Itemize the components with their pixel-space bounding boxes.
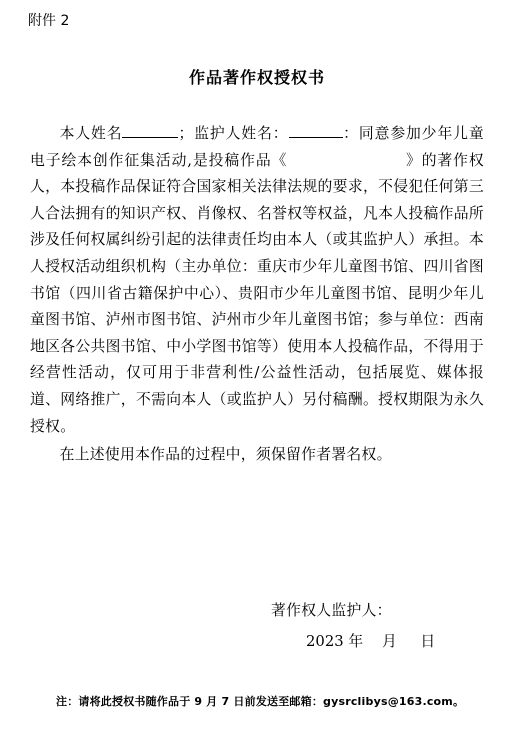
submission-footnote: 注：请将此授权书随作品于 9 月 7 日前发送至邮箱：gysrclibys@163.com。 [56, 695, 465, 708]
authorization-terms: 的著作权人，本投稿作品保证符合国家相关法律法规的要求，不侵犯任何第三人合法拥有的知识产权、肖像权、名誉权等权益，凡本人投稿作品所涉及任何权属纠纷引起的法律责任均由本人（或其监护人）承担。本人授权活动组织机构（主办单位：重庆市少年儿童图书馆、四川省图书馆（四川省古籍保护中心）、贵阳市少年儿童图书馆、昆明少年儿童图书馆、泸州市图书馆、泸州市少年儿童图书馆；参与单位：西南地区各公共图书馆、中小学图书馆等）使用本人投稿作品，不得用于经营性活动，仅可用于非营利性/公益性活动，包括展览、媒体报道、网络推广，不需向本人（或监护人）另付稿酬。授权期限为永久授权。 [30, 151, 484, 435]
authorization-paragraph [30, 120, 484, 440]
date-year-unit: 年 [348, 633, 364, 650]
author-name-label: 本人姓名 [59, 125, 123, 142]
guardian-name-label: ；监护人姓名： [178, 125, 289, 142]
attachment-label: 附件 2 [28, 13, 70, 29]
attribution-paragraph: 在上述使用本作品的过程中，须保留作者署名权。 [59, 446, 392, 464]
signature-label: 著作权人监护人： [271, 602, 392, 619]
document-title: 作品著作权授权书 [188, 68, 325, 87]
date-day-unit: 日 [420, 633, 436, 650]
date-line [306, 630, 435, 651]
authorization-body [30, 120, 484, 469]
date-month-unit: 月 [382, 633, 397, 650]
author-name-blank [122, 120, 178, 138]
date-year: 2023 [306, 633, 344, 650]
guardian-name-blank [289, 120, 343, 138]
consent-text: ：同意参加少年儿童电子绘本创作征集活动,是投稿作品《 [30, 125, 485, 169]
work-title-close: 》 [405, 151, 422, 169]
